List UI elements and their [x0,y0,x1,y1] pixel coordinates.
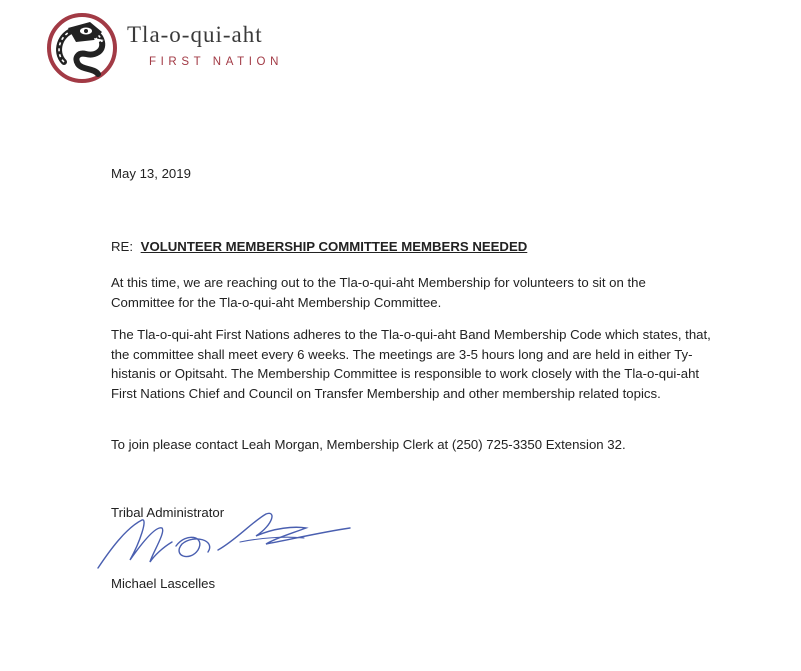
contact-paragraph: To join please contact Leah Morgan, Membership Clerk at (250) 725-3350 Extension 32. [111,437,626,452]
serpent-emblem-icon [46,12,118,84]
subject-prefix: RE: [111,239,133,254]
body-paragraph: At this time, we are reaching out to the Tla-o-qui-aht Membership for volunteers to sit on the Committee for the Tla-o-qui-aht Membership Committee. [111,275,646,310]
subject-title: VOLUNTEER MEMBERSHIP COMMITTEE MEMBERS NEEDED [140,239,528,254]
signer-title: Tribal Administrator [111,505,225,520]
letter-date: May 13, 2019 [111,166,191,181]
subject-line [111,237,527,257]
organization-name: Tla-o-qui-aht [127,22,263,47]
body-paragraph: The Tla-o-qui-aht First Nations adheres to the Tla-o-qui-aht Band Membership Code which states, that, the committee shall meet every 6 weeks. The meetings are 3-5 hours long and are held in either Ty-histanis or Opitsaht. The Membership Committee is responsible to work closely with the Tla-o-qui-aht First Nations Chief and Council on Transfer Membership and other membership related topics. [111,327,711,401]
signer-name: Michael Lascelles [111,576,216,591]
handwritten-signature [90,506,360,582]
organization-subtitle: FIRST NATION [149,56,283,68]
